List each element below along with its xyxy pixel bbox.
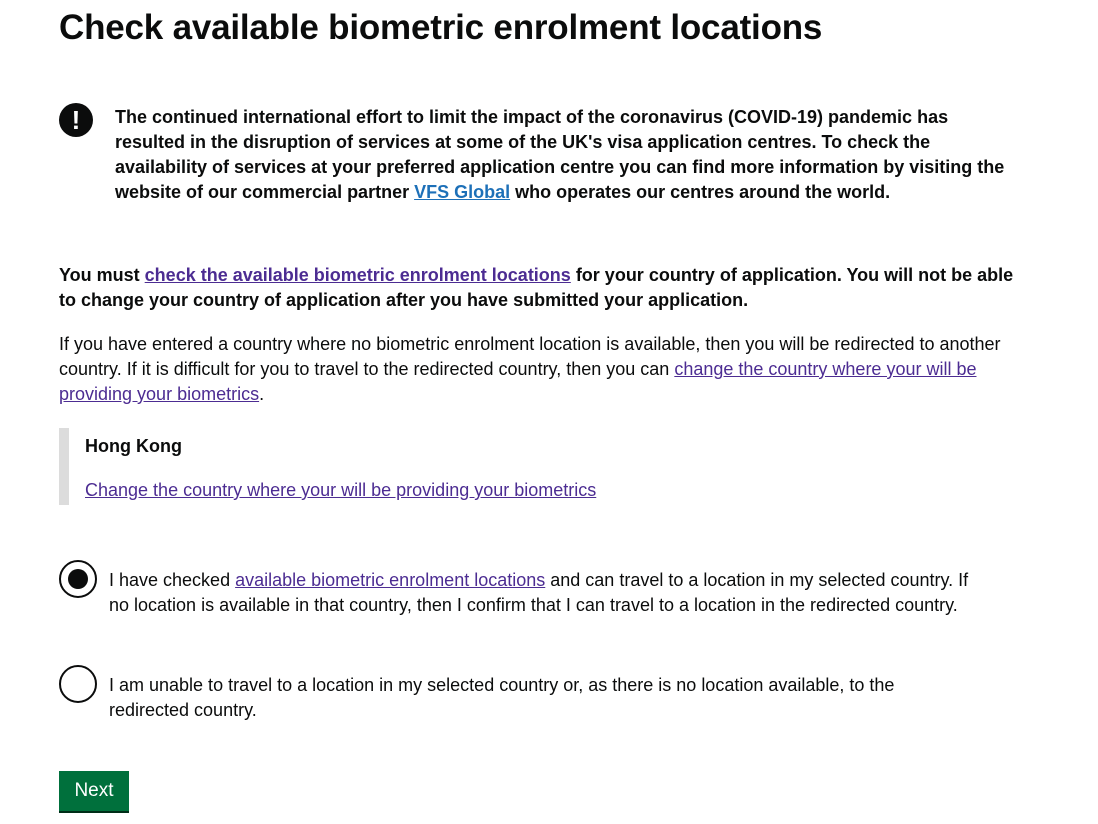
warning-text-start: The continued international effort to limit the impact of the coronavirus (COVID-19) pandemic has resulted in the disruption of services at some of the UK's visa application centres. To check the availability of services at your preferred application centre you can find more information by visiting the website of our commercial partner xyxy=(115,107,1005,202)
available-locations-link[interactable]: available biometric enrolment locations xyxy=(235,570,546,590)
vfs-global-link[interactable]: VFS Global xyxy=(414,182,511,202)
warning-text-end: who operates our centres around the world. xyxy=(510,182,891,202)
radio-option-unable-to-travel[interactable] xyxy=(59,665,989,725)
radio-label-unable-to-travel[interactable]: I am unable to travel to a location in my selected country or, as there is no location available, to the redirected country. xyxy=(109,675,895,720)
info-text-start: If you have entered a country where no biometric enrolment location is available, then you will be redirected to another country. If it is difficult for you to travel to the redirected country, then you can xyxy=(59,334,1001,379)
lead-paragraph xyxy=(59,263,1019,313)
radio-option-checked-locations[interactable] xyxy=(59,560,989,645)
lead-text-start: You must xyxy=(59,265,145,285)
radio-selected-dot xyxy=(68,569,88,589)
radio-button-unselected[interactable] xyxy=(59,665,97,703)
warning-text xyxy=(115,105,1020,205)
next-button[interactable]: Next xyxy=(59,771,129,811)
selected-country-name: Hong Kong xyxy=(85,436,182,456)
lead-text-end: for your country of application. You will not be able to change your country of application after you have submitted your application. xyxy=(59,265,1014,310)
selected-country-inset xyxy=(59,428,759,505)
page-title: Check available biometric enrolment locations xyxy=(59,8,823,47)
info-paragraph xyxy=(59,332,1029,407)
check-locations-link[interactable]: check the available biometric enrolment locations xyxy=(144,265,571,285)
change-country-inline-link[interactable]: change the country where your will be providing your biometrics xyxy=(59,359,977,404)
option1-text-start: I have checked xyxy=(109,570,236,590)
exclamation-icon: ! xyxy=(59,103,93,137)
option1-text-end: and can travel to a location in my selected country. If no location is available in that country, then I confirm that I can travel to a location in the redirected country. xyxy=(109,570,969,615)
info-text-end: . xyxy=(259,384,265,404)
change-country-link[interactable]: Change the country where your will be providing your biometrics xyxy=(85,480,597,500)
radio-label-checked-locations[interactable] xyxy=(109,568,979,618)
radio-button-selected[interactable] xyxy=(59,560,97,598)
